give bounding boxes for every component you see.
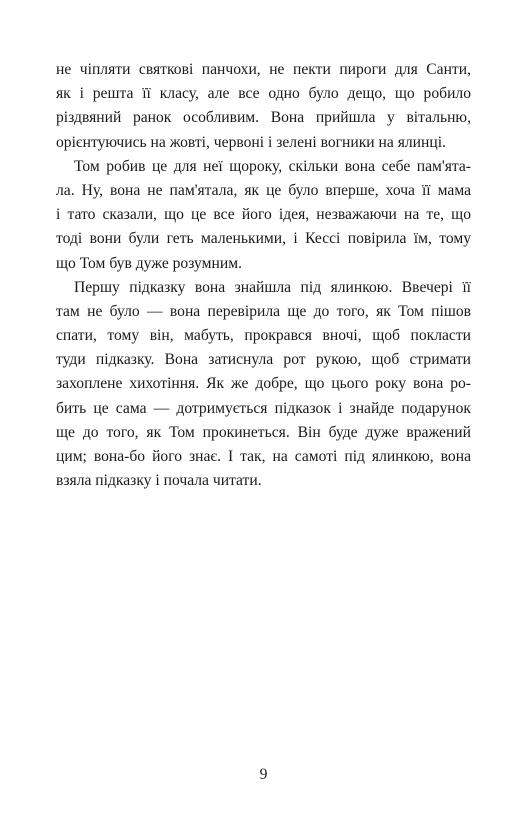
text-line: захоплене хихотіння. Як же добре, що цього року вона ро- xyxy=(56,375,471,393)
text-line: ще до того, як Том прокинеться. Він буде дуже вражений xyxy=(56,423,471,441)
text-line: не чіпляти святкові панчохи, не пекти пироги для Санти, xyxy=(56,61,471,78)
text-line: взяла підказку і почала читати. xyxy=(56,472,262,490)
text-line: що Том був дуже розумним. xyxy=(56,254,242,272)
text-line: і тато сказали, що це все його ідея, незважаючи на те, що xyxy=(56,206,471,224)
text-line: там не було — вона перевірила ще до того, як Том пішов xyxy=(56,302,471,320)
text-line: туди підказку. Вона затиснула рот рукою, щоб стримати xyxy=(56,351,471,369)
text-line: тоді вони були геть маленькими, і Кессі повірила їм, тому xyxy=(56,230,471,248)
text-line: цим; вона-бо його знає. І так, на самоті під ялинкою, вона xyxy=(56,448,471,465)
text-line: Першу підказку вона знайшла під ялинкою. Ввечері її xyxy=(74,278,471,296)
text-line: як і решта її класу, але все одно було дещо, що робило xyxy=(56,85,471,103)
text-line: орієнтуючись на жовті, червоні і зелені вогники на ялинці. xyxy=(56,133,446,151)
text-line: бить це сама — дотримується підказок і знайде подарунок xyxy=(56,399,471,417)
text-line: різдвяний ранок особливим. Вона прийшла у вітальню, xyxy=(56,109,471,127)
text-line: Том робив це для неї щороку, скільки вона себе пам'ята- xyxy=(74,157,471,175)
body-text xyxy=(56,58,471,493)
page-number: 9 xyxy=(259,766,268,783)
text-line: спати, тому він, мабуть, прокрався вночі, щоб покласти xyxy=(56,327,471,345)
text-line: ла. Ну, вона не пам'ятала, як це було вперше, хоча її мама xyxy=(56,181,471,199)
